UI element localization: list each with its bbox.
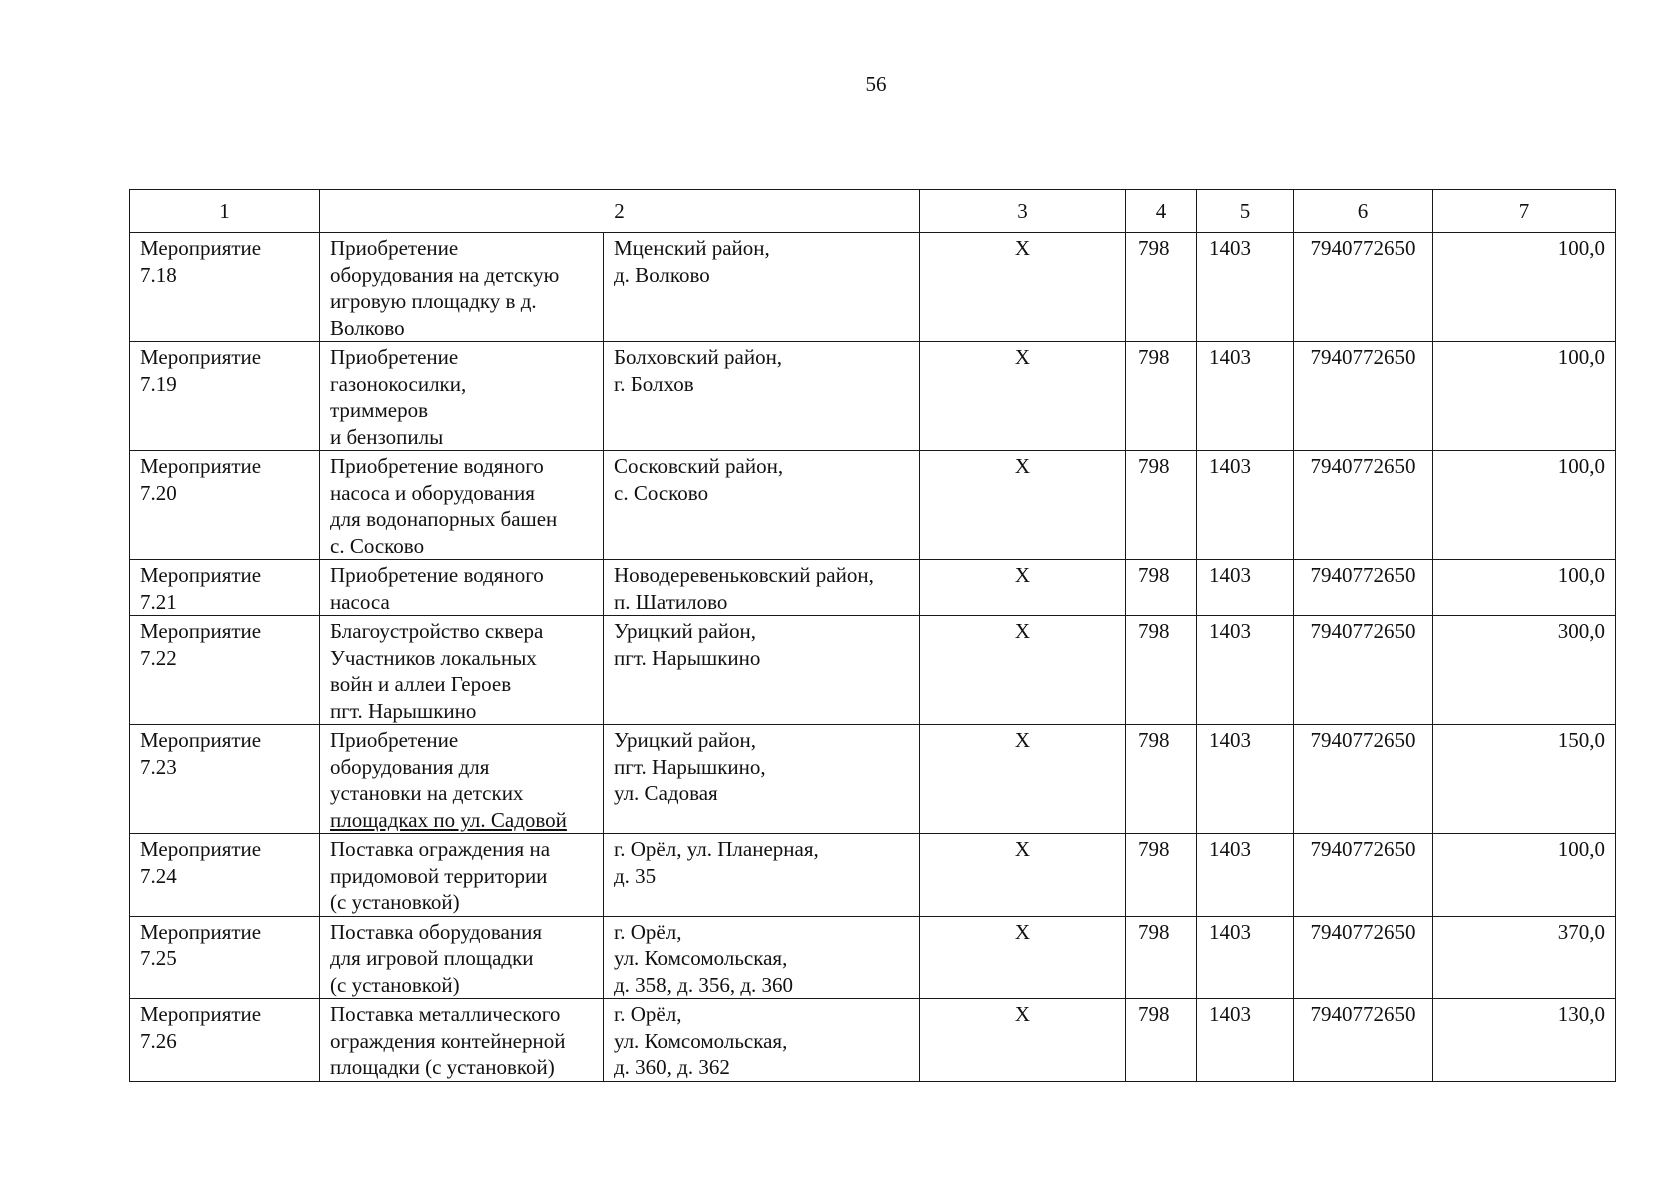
event-cell: [130, 916, 320, 999]
description-cell-line: Поставка металлического: [330, 1002, 561, 1026]
location-cell-line: пгт. Нарышкино: [614, 645, 761, 670]
col6-cell: 7940772650: [1294, 834, 1433, 917]
location-cell-line: д. 358, д. 356, д. 360: [614, 972, 794, 997]
event-cell-line: Мероприятие: [140, 919, 262, 944]
table-row: [130, 342, 1616, 451]
description-cell-line: Благоустройство сквера: [330, 619, 544, 643]
col7-cell: 100,0: [1433, 560, 1616, 616]
location-cell: [604, 233, 920, 342]
col3-cell: Х: [920, 451, 1126, 560]
table-row: [130, 233, 1616, 342]
event-cell-line: 7.21: [140, 589, 177, 614]
location-cell-line: д. 35: [614, 863, 657, 888]
event-cell-line: Мероприятие: [140, 454, 262, 478]
event-cell-line: 7.20: [140, 480, 177, 505]
table-row: [130, 560, 1616, 616]
col4-cell: 798: [1126, 451, 1197, 560]
col6-cell: 7940772650: [1294, 560, 1433, 616]
location-cell-line: Сосковский район,: [614, 454, 784, 478]
description-cell-line: оборудования на детскую: [330, 262, 560, 287]
description-cell-line: газонокосилки,: [330, 371, 467, 396]
event-cell: [130, 342, 320, 451]
col4-cell: 798: [1126, 725, 1197, 834]
description-cell-line: площадки (с установкой): [330, 1055, 555, 1079]
description-cell-line: (с установкой): [330, 890, 460, 914]
description-cell-line: Поставка оборудования: [330, 919, 542, 944]
description-cell-line: Участников локальных: [330, 645, 537, 670]
table-row: [130, 725, 1616, 834]
location-cell: [604, 725, 920, 834]
location-cell-line: п. Шатилово: [614, 589, 728, 614]
col4-cell: 798: [1126, 342, 1197, 451]
col5-cell: 1403: [1197, 725, 1294, 834]
col3-cell: Х: [920, 233, 1126, 342]
location-cell-line: д. 360, д. 362: [614, 1055, 730, 1079]
location-cell-line: г. Орёл, ул. Планерная,: [614, 837, 819, 861]
location-cell-line: Новодеревеньковский район,: [614, 563, 874, 587]
event-cell-line: 7.22: [140, 645, 177, 670]
description-cell-line: Приобретение: [330, 236, 459, 260]
event-cell: [130, 616, 320, 725]
event-cell-line: 7.19: [140, 371, 177, 396]
event-cell-line: Мероприятие: [140, 728, 262, 752]
event-cell-line: 7.24: [140, 863, 177, 888]
description-cell-line: пгт. Нарышкино: [330, 698, 477, 723]
description-cell: [320, 451, 604, 560]
description-cell-line: игровую площадку в д.: [330, 289, 537, 313]
description-cell-line: триммеров: [330, 398, 428, 422]
table-body: [130, 233, 1616, 1082]
col5-cell: 1403: [1197, 451, 1294, 560]
description-cell-line: насоса и оборудования: [330, 480, 535, 505]
description-cell: [320, 916, 604, 999]
description-cell-line: оборудования для: [330, 754, 490, 779]
col7-cell: 100,0: [1433, 451, 1616, 560]
header-col-2: 2: [320, 190, 920, 233]
col7-cell: 100,0: [1433, 834, 1616, 917]
location-cell-line: Болховский район,: [614, 345, 783, 369]
table-row: [130, 451, 1616, 560]
description-cell-line: Приобретение: [330, 345, 459, 369]
event-cell-line: 7.25: [140, 946, 177, 970]
event-cell-line: 7.23: [140, 754, 177, 779]
header-row: [130, 190, 1616, 233]
description-cell-line: Поставка ограждения на: [330, 837, 551, 861]
description-cell-line: и бензопилы: [330, 424, 444, 449]
description-cell-line: Волково: [330, 315, 405, 340]
header-col-3: 3: [920, 190, 1126, 233]
location-cell-line: ул. Комсомольская,: [614, 1028, 788, 1053]
table-row: [130, 834, 1616, 917]
page-number: 56: [865, 72, 887, 96]
col5-cell: 1403: [1197, 616, 1294, 725]
location-cell: [604, 999, 920, 1082]
col7-cell: 150,0: [1433, 725, 1616, 834]
col7-cell: 130,0: [1433, 999, 1616, 1082]
header-col-5: 5: [1197, 190, 1294, 233]
event-cell: [130, 999, 320, 1082]
col4-cell: 798: [1126, 616, 1197, 725]
event-cell-line: Мероприятие: [140, 345, 262, 369]
col5-cell: 1403: [1197, 342, 1294, 451]
col3-cell: Х: [920, 342, 1126, 451]
location-cell-line: Мценский район,: [614, 236, 770, 260]
location-cell: [604, 451, 920, 560]
col4-cell: 798: [1126, 834, 1197, 917]
location-cell: [604, 342, 920, 451]
location-cell-line: г. Болхов: [614, 371, 694, 396]
location-cell-line: ул. Садовая: [614, 781, 718, 805]
col7-cell: 370,0: [1433, 916, 1616, 999]
description-cell: [320, 616, 604, 725]
col6-cell: 7940772650: [1294, 233, 1433, 342]
description-cell-line: Приобретение водяного: [330, 454, 544, 478]
location-cell-line: ул. Комсомольская,: [614, 946, 788, 970]
location-cell-line: г. Орёл,: [614, 1002, 682, 1026]
event-cell: [130, 451, 320, 560]
description-cell-line: для игровой площадки: [330, 946, 534, 970]
description-cell-line: Приобретение: [330, 728, 459, 752]
table-row: [130, 916, 1616, 999]
description-cell: [320, 233, 604, 342]
description-cell: [320, 342, 604, 451]
col5-cell: 1403: [1197, 999, 1294, 1082]
location-cell-line: с. Сосково: [614, 480, 709, 505]
description-cell: [320, 834, 604, 917]
event-cell: [130, 233, 320, 342]
event-cell-line: 7.18: [140, 262, 177, 287]
event-cell-line: Мероприятие: [140, 619, 262, 643]
col4-cell: 798: [1126, 999, 1197, 1082]
description-cell-line: установки на детских: [330, 781, 524, 805]
location-cell-line: Урицкий район,: [614, 619, 756, 643]
event-cell-line: Мероприятие: [140, 837, 262, 861]
location-cell-line: г. Орёл,: [614, 919, 682, 944]
event-cell: [130, 725, 320, 834]
description-cell-line: Приобретение водяного: [330, 563, 544, 587]
col4-cell: 798: [1126, 233, 1197, 342]
header-col-1: 1: [130, 190, 320, 233]
col3-cell: Х: [920, 916, 1126, 999]
description-cell-line: придомовой территории: [330, 863, 548, 888]
budget-table: [129, 189, 1616, 1082]
description-cell: [320, 725, 604, 834]
col3-cell: Х: [920, 834, 1126, 917]
description-cell-line: для водонапорных башен: [330, 507, 558, 531]
location-cell-line: Урицкий район,: [614, 728, 756, 752]
col6-cell: 7940772650: [1294, 616, 1433, 725]
description-cell-line: насоса: [330, 589, 390, 614]
description-cell-line: (с установкой): [330, 972, 460, 997]
description-cell-line: ограждения контейнерной: [330, 1028, 566, 1053]
event-cell-line: Мероприятие: [140, 1002, 262, 1026]
col5-cell: 1403: [1197, 233, 1294, 342]
description-cell: [320, 560, 604, 616]
location-cell: [604, 834, 920, 917]
col7-cell: 100,0: [1433, 233, 1616, 342]
col6-cell: 7940772650: [1294, 916, 1433, 999]
location-cell: [604, 916, 920, 999]
description-cell: [320, 999, 604, 1082]
table-row: [130, 616, 1616, 725]
header-col-4: 4: [1126, 190, 1197, 233]
col5-cell: 1403: [1197, 834, 1294, 917]
col4-cell: 798: [1126, 916, 1197, 999]
table-row: [130, 999, 1616, 1082]
event-cell: [130, 834, 320, 917]
col3-cell: Х: [920, 560, 1126, 616]
col5-cell: 1403: [1197, 560, 1294, 616]
location-cell-line: пгт. Нарышкино,: [614, 754, 766, 779]
col5-cell: 1403: [1197, 916, 1294, 999]
header-col-7: 7: [1433, 190, 1616, 233]
location-cell: [604, 616, 920, 725]
event-cell-line: Мероприятие: [140, 236, 262, 260]
event-cell: [130, 560, 320, 616]
col6-cell: 7940772650: [1294, 725, 1433, 834]
col3-cell: Х: [920, 616, 1126, 725]
event-cell-line: Мероприятие: [140, 563, 262, 587]
col3-cell: Х: [920, 725, 1126, 834]
col7-cell: 100,0: [1433, 342, 1616, 451]
col7-cell: 300,0: [1433, 616, 1616, 725]
event-cell-line: 7.26: [140, 1028, 177, 1053]
location-cell: [604, 560, 920, 616]
col6-cell: 7940772650: [1294, 451, 1433, 560]
col6-cell: 7940772650: [1294, 342, 1433, 451]
header-col-6: 6: [1294, 190, 1433, 233]
location-cell-line: д. Волково: [614, 262, 710, 287]
col6-cell: 7940772650: [1294, 999, 1433, 1082]
col3-cell: Х: [920, 999, 1126, 1082]
description-cell-line: площадках по ул. Садовой: [330, 807, 567, 832]
description-cell-line: войн и аллеи Героев: [330, 672, 512, 696]
description-cell-line: с. Сосково: [330, 533, 425, 558]
col4-cell: 798: [1126, 560, 1197, 616]
